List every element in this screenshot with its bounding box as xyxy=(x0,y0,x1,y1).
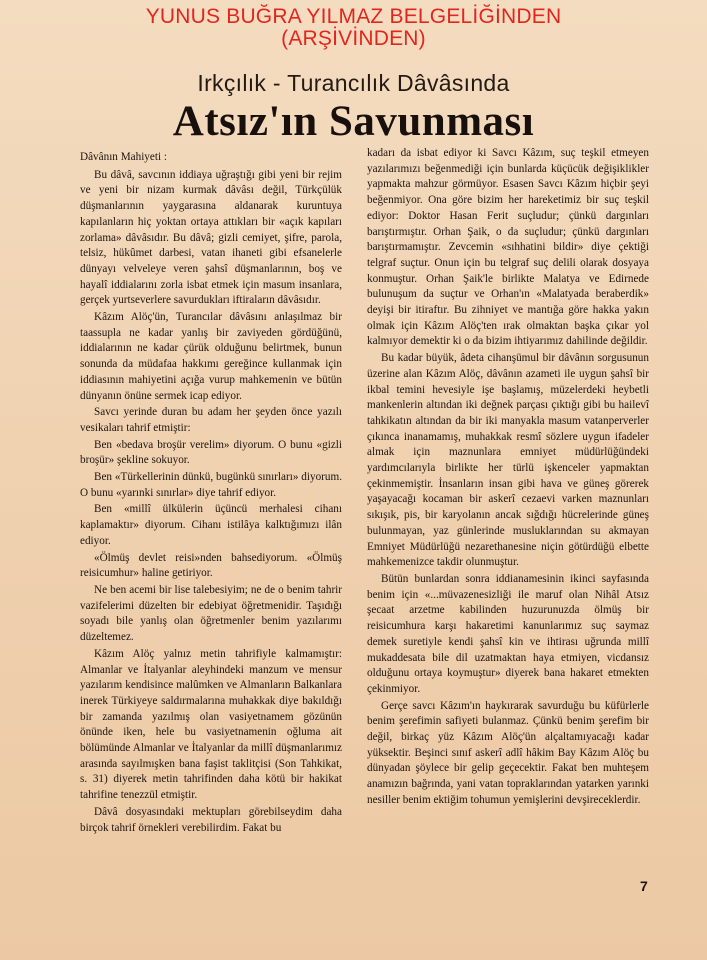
paragraph: Savcı yerinde duran bu adam her şeyden önce yazılı vesikaları tahrif etmiştir: xyxy=(80,406,342,434)
paragraph: Dâvâ dosyasındaki mektupları görebilseydim daha birçok tahrif örnekleri verebilirdim. Fakat bu xyxy=(80,805,342,834)
archive-line-2: (ARŞİVİNDEN) xyxy=(281,27,426,50)
paragraph: Bu kadar büyük, âdeta cihanşümul bir dâvânın sorgusunun üzerine alan Kâzım Alöç, dâvânın azameti ile uygun şahsî bir ikbal temini hevesiyle işe başlamış, müzelerdeki heybetli mankenlerin altından iki değnek parçası çıktığı gibi bu hailevî tahkikatın altından da bir iki manyakla masum vatanperverler çıkınca inanamamış, muhakkak resmî sözlere uygun ifadeler almak için maznunlara emniyet müdürlüğündeki yardımcılarıyla birlikte her türlü işkenceler yapmaktan çekinmemiştir. İnsanların insan gibi hava ve güneş görerek yaşayacağı kocaman bir askerî cezaevi varken maznunları sıkışık, pis, bir karyolanın ancak sığdığı hücrelerinde güneş bulunmayan, yaz günlerinde musluklarından su akmayan Emniyet Müdürlüğü nezarethanesine niçin götürdüğü elbette mahkemenizce takdir olunmuştur. xyxy=(367,352,649,569)
paragraph: Gerçe savcı Kâzım'ın haykırarak savurduğu bu küfürlerle benim şerefimin safiyeti bulanmaz. Çünkü benim şerefim bir değil, birkaç yüz Kâzım Alöç'ün alçaltamıyacağı kadar yüksektir. Beşinci sınıf askerî adlî hâkim Bay Kâzım Alöç bu dünyadan şöylece bir gelip geçecektir. Fakat ben muhteşem anamızın bağrında, yani vatan topraklarından yatarken yarınki nesiller benim ektiğim tohumun yemişlerini devşireceklerdir. xyxy=(367,699,649,806)
paragraph: Ben «bedava broşür verelim» diyorum. O bunu «gizli broşür» şekline sokuyor. xyxy=(80,438,342,467)
paragraph: Bütün bunlardan sonra iddianamesinin ikinci sayfasında benim için «...müvazenesizliği ile maruf olan Nihâl Atsız şecaat arzetme kabilinden huzurunuzda ölmüş bir reisicumhura karşı hakaretimi kanunlarımız suç saymaz demek suretiyle kendi şahsî kin ve ihtirası uğrunda millî mukaddesata bile dil uzatmaktan haya etmiyen, vicdansız olduğunu ortaya koymuştur» diyerek bana hakaret etmekten çekinmiyor. xyxy=(367,572,649,695)
right-column xyxy=(367,146,649,810)
paragraph: Ne ben acemi bir lise talebesiyim; ne de o benim tahrir vazifelerimi düzelten bir edebiyat öğretmenidir. Taşıdığı soyadı bile yanlış olan öğretmenler benim yazılarımı düzeltemez. xyxy=(80,583,342,644)
article-subtitle: Irkçılık - Turancılık Dâvâsında xyxy=(197,70,510,96)
archive-line-1: YUNUS BUĞRA YILMAZ BELGELİĞİNDEN xyxy=(145,5,562,28)
article-title: Atsız'ın Savunması xyxy=(172,98,535,145)
paragraph: Ben «millî ülkülerin üçüncü merhalesi cihanı kaplamaktır» diyorum. Cihanı istilâya kalktığımızı ilân ediyor. xyxy=(80,503,342,547)
archive-stamp xyxy=(0,6,707,50)
left-column xyxy=(80,150,342,837)
paragraph: «Ölmüş devlet reisi»nden bahsediyorum. «Ölmüş reisicumhur» haline getiriyor. xyxy=(80,551,342,580)
page-number: 7 xyxy=(640,878,648,894)
paragraph: Kâzım Alöç yalnız metin tahrifiyle kalmamıştır: Almanlar ve İtalyanlar aleyhindeki manzum ve mensur yazılarım kendisince malûmken ve Almanların Balkanlara inerek Türkiyeye saldırmalarına muhakkak diye bakıldığı bir zamanda yazılmış olan vasiyetnamem gözünün önünde iken, hele bu vasiyetnamenin oğluma ait bölümünde Almanlar ve İtalyanlar da millî düşmanlarımız arasında sayılmışken bana faşist taklitçisi (Son Tahkikat, s. 31) diyerek metin tahrifinden daha kötü bir hakikat tahrifine tenezzül etmiştir. xyxy=(80,647,342,802)
section-heading: Dâvânın Mahiyeti : xyxy=(80,151,167,163)
paragraph: kadarı da isbat ediyor ki Savcı Kâzım, suç teşkil etmeyen yazılarımızı beğenmediği için bunlarda küçücük değişiklikler yapmakta mahzur görmüyor. Esasen Savcı Kâzım hiçbir şeyi beğenmiyor. Ona göre bizim her hareketimiz bir suç teşkil ediyor: Doktor Hasan Ferit suçludur; çünkü dargınları barıştırmıştır. Orhan Şaik, o da suçludur; çünkü dargınları barıştırmamıştır. Zevcemin «sıhhatini bildir» diye çektiği telgraf suçtur. Onun için bu telgraf suç delili olarak dosyaya konmuştur. Orhan Şaik'le birlikte Malatya ve Edirnede bulunuşum da suçtur ve Orhan'ın «Malatyada beraberdik» deyişi bir itiraftır. Bu zihniyet ve mantığa göre hakka yakın olmak için Kâzım Alöç'ten ırak olmaktan başka çıkar yol kalmıyor demektir ki o da bizim ihtiyarımız dahilinde değildir. xyxy=(367,147,649,348)
paragraph: Ben «Türkellerinin dünkü, bugünkü sınırları» diyorum. O bunu «yarınki sınırlar» diye tahrif ediyor. xyxy=(80,471,342,499)
paragraph: Bu dâvâ, savcının iddiaya uğraştığı gibi yeni bir rejim ve yeni bir nizam kurmak dâvâsı değil, Türkçülük düşmanlarının yaygarasına aldanarak kuruntuya kapılanların hiç yoktan ortaya attıkları bir «açık kapıları zorlama» dâvâsıdır. Bu dâvâ; gizli cemiyet, şifre, parola, telsiz, hükûmet darbesi, vatan ihaneti gibi efsanelerle dünyayı velveleye veren şahsî düşmanlarının, boş ve hayalî iddialarını zorla isbat etmek için masum insanlara, gerçek yurtseverlere savurdukları iftiraların dâvâsıdır. xyxy=(80,168,342,307)
paragraph: Kâzım Alöç'ün, Turancılar dâvâsını anlaşılmaz bir taassupla ne kadar yanlış bir zaviyeden gördüğünü, iddialarının ne kadar çürük olduğunu belirtmek, bunun sonunda da müdafaa hakkımı gereğince kullanmak için iddiasının mahiyetini açığa vurup mahkemenin ve bütün dünyanın önüne sermek icap ediyor. xyxy=(80,311,342,402)
